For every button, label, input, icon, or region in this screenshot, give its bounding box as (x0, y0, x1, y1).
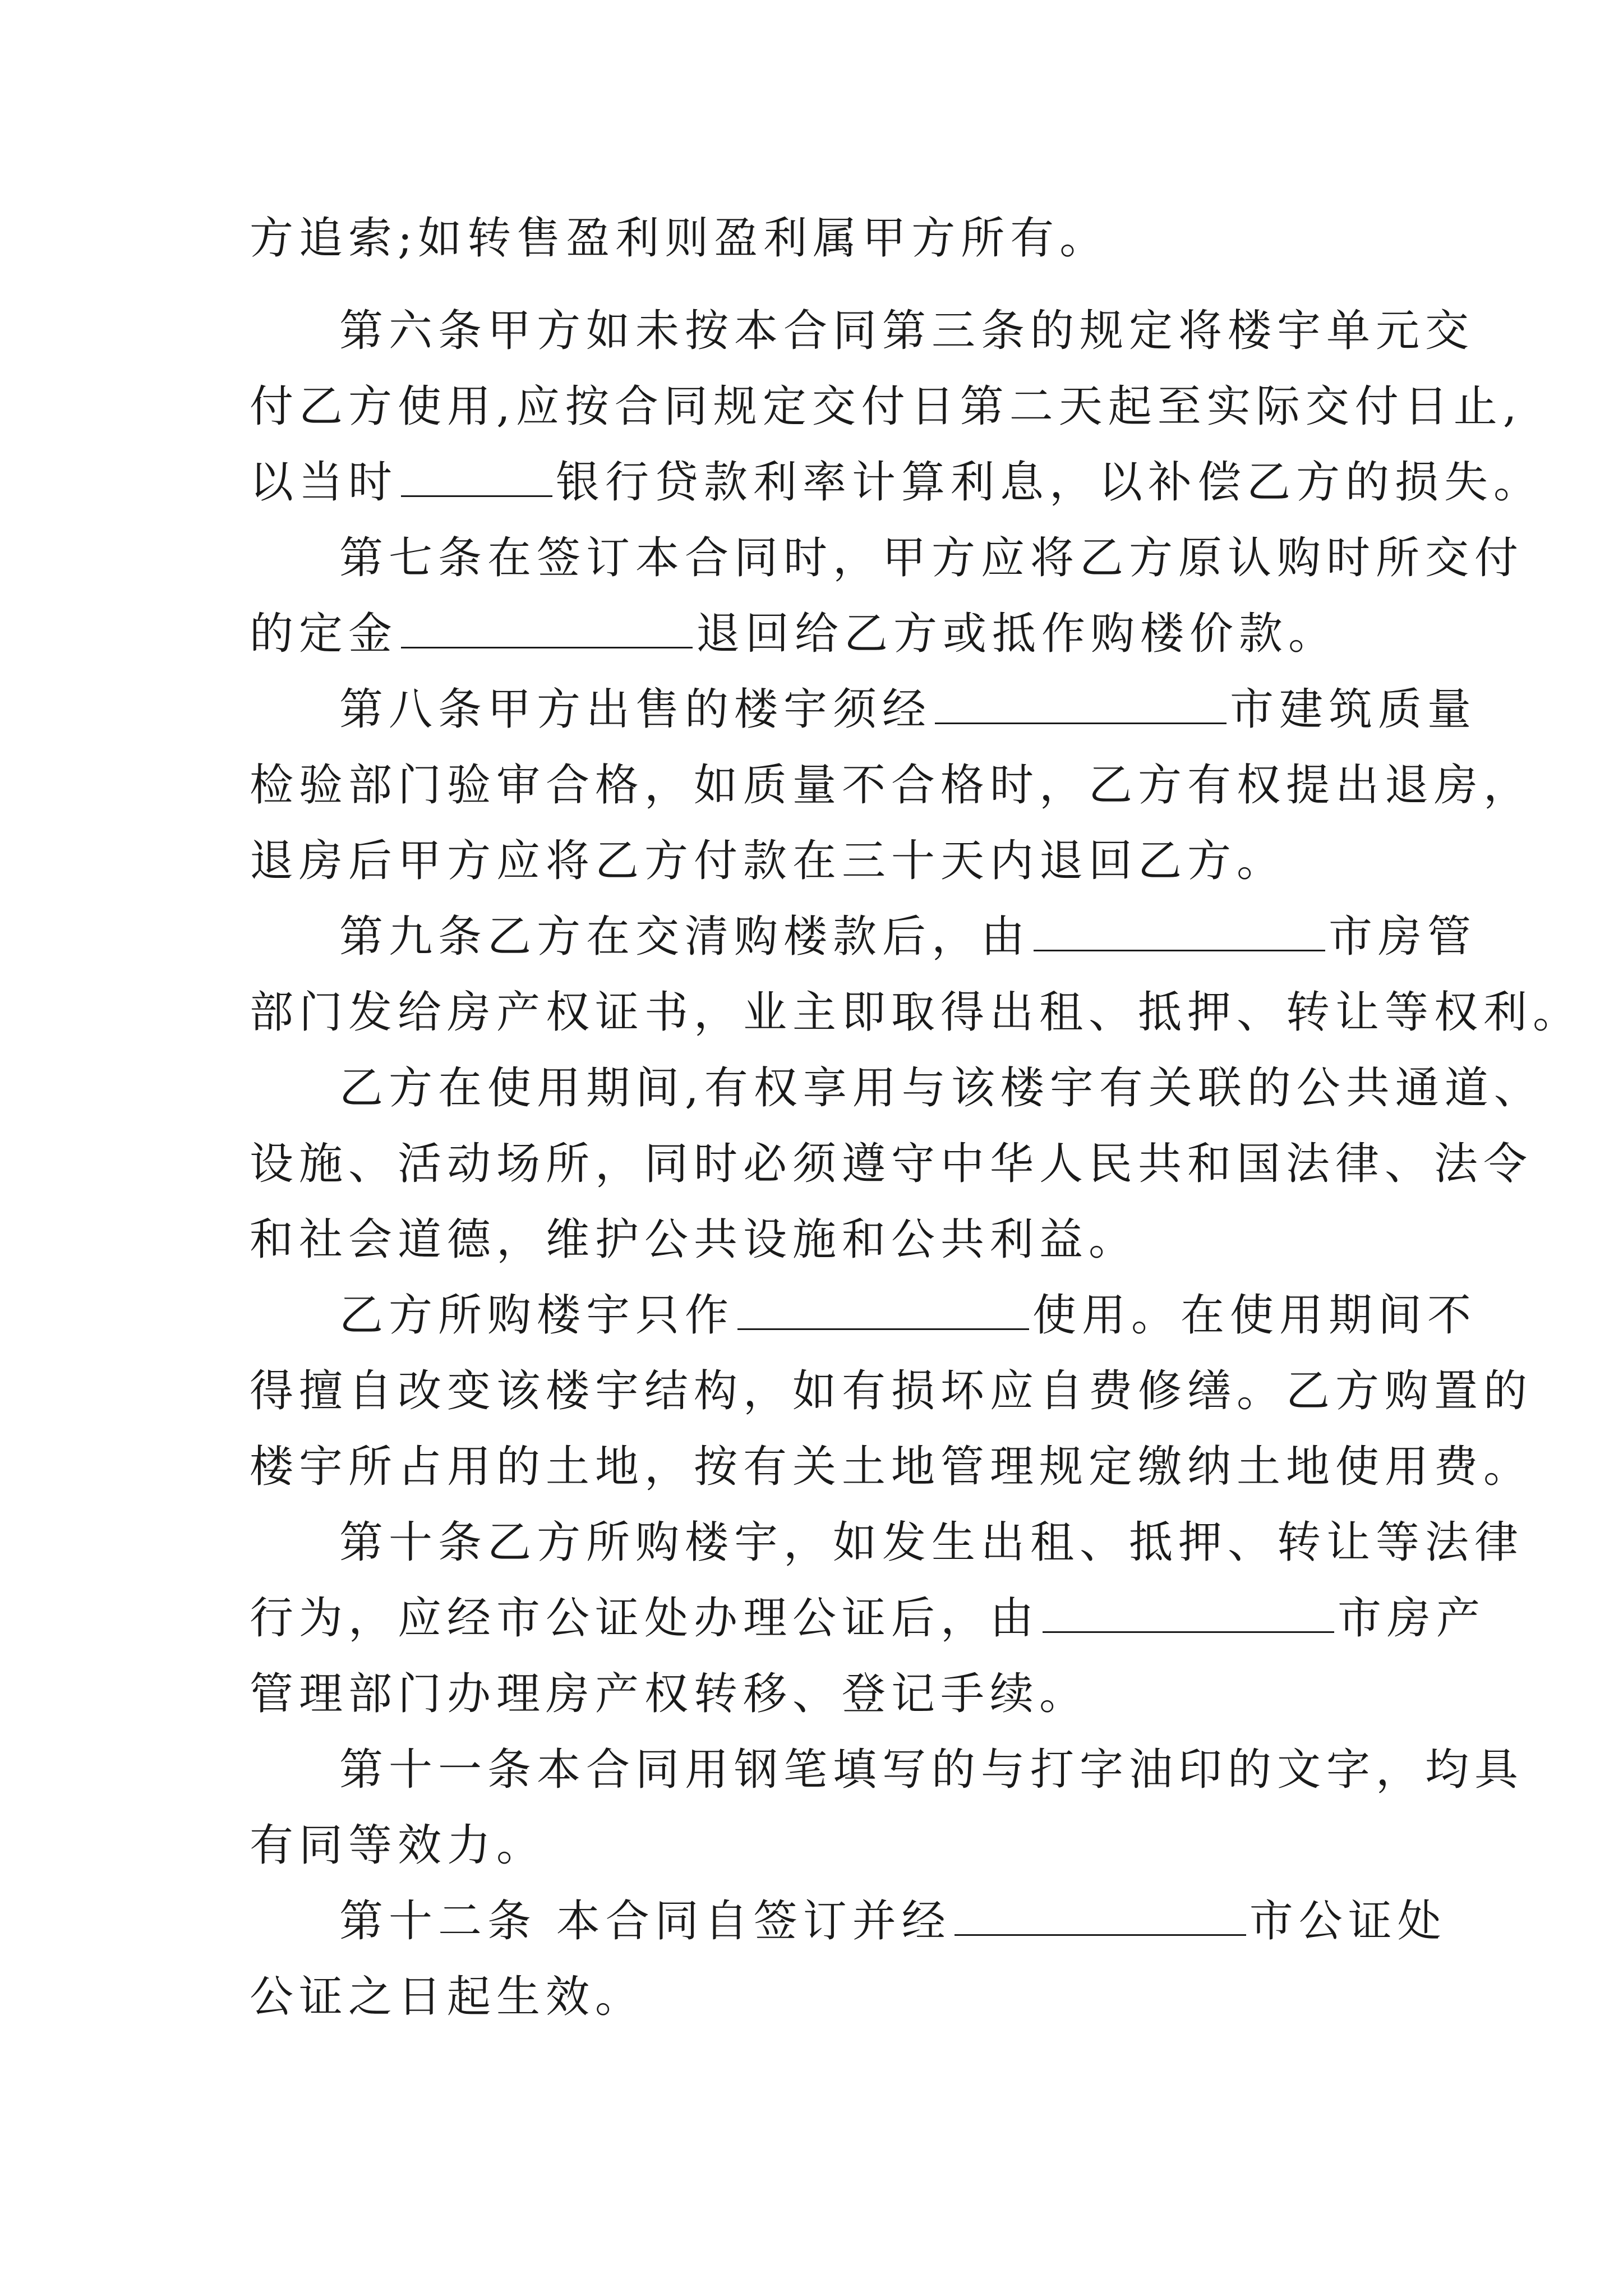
line-text: 公证之日起生效。 (250, 1972, 645, 2022)
fill-blank[interactable] (737, 1291, 1029, 1330)
line-text: 第七条在签订本合同时，甲方应将乙方原认购时所交付 (339, 533, 1524, 583)
article-6-line (339, 300, 1474, 362)
text-line (250, 830, 1286, 892)
text-line (250, 1815, 546, 1876)
line-text: 和社会道德，维护公共设施和公共利益。 (250, 1214, 1138, 1265)
fill-blank[interactable] (401, 458, 552, 497)
fill-blank[interactable] (401, 610, 693, 648)
line-text: 退房后甲方应将乙方付款在三十天内退回乙方。 (250, 836, 1287, 886)
article-8-line (339, 679, 1477, 740)
line-text: 乙方在使用期间,有权享用与该楼宇有关联的公共通道、 (339, 1063, 1543, 1114)
line-text: 设施、活动场所，同时必须遵守中华人民共和国法律、法令 (250, 1139, 1533, 1189)
article-11-line (339, 1739, 1524, 1801)
line-text: 得擅自改变该楼宇结构，如有损坏应自费修缮。乙方购置的 (250, 1366, 1533, 1416)
fill-blank[interactable] (955, 1897, 1246, 1936)
line-text: 第十二条 本合同自签订并经 (339, 1896, 951, 1947)
article-9-line (339, 906, 1477, 968)
line-text: 市房管 (1329, 912, 1477, 962)
line-text: 付乙方使用,应按合同规定交付日第二天起至实际交付日止, (250, 381, 1523, 432)
line-text: 第六条甲方如未按本合同第三条的规定将楼宇单元交 (339, 306, 1475, 356)
line-text: 第九条乙方在交清购楼款后，由 (339, 912, 1031, 962)
line-text: 楼宇所占用的土地，按有关土地管理规定缴纳土地使用费。 (250, 1442, 1533, 1492)
text-line (250, 1588, 1486, 1649)
line-text: 以当时 (250, 457, 398, 508)
text-line (250, 1133, 1533, 1195)
line-text: 部门发给房产权证书，业主即取得出租、抵押、转让等权利。 (250, 987, 1583, 1038)
line-text: 方追索;如转售盈利则盈利属甲方所有。 (250, 213, 1109, 264)
text-line (250, 208, 1109, 269)
line-text: 第十一条本合同用钢笔填写的与打字油印的文字，均具 (339, 1745, 1524, 1795)
line-text: 银行贷款利率计算利息，以补偿乙方的损失。 (556, 457, 1543, 508)
text-line (250, 1663, 1089, 1725)
text-line (250, 1360, 1533, 1422)
line-text: 第十条乙方所购楼宇，如发生出租、抵押、转让等法律 (339, 1517, 1524, 1568)
line-text: 第八条甲方出售的楼宇须经 (339, 684, 932, 735)
line-text: 市公证处 (1249, 1896, 1447, 1947)
fill-blank[interactable] (1043, 1594, 1334, 1633)
fill-blank[interactable] (935, 685, 1227, 724)
line-text: 管理部门办理房产权转移、登记手续。 (250, 1669, 1089, 1719)
line-text: 市房产 (1338, 1593, 1486, 1644)
text-line (250, 452, 1543, 513)
fill-blank[interactable] (1034, 913, 1325, 951)
text-line (250, 376, 1523, 438)
line-text: 行为，应经市公证处办理公证后，由 (250, 1593, 1040, 1644)
paragraph-line (339, 1285, 1477, 1346)
line-text: 市建筑质量 (1230, 684, 1477, 735)
text-line (250, 982, 1582, 1043)
line-text: 乙方所购楼宇只作 (339, 1290, 735, 1341)
text-line (250, 1209, 1138, 1271)
article-10-line (339, 1512, 1524, 1573)
text-line (250, 754, 1533, 816)
line-text: 使用。在使用期间不 (1032, 1290, 1477, 1341)
text-line (250, 603, 1338, 665)
text-line (250, 1436, 1533, 1498)
line-text: 退回给乙方或抵作购楼价款。 (696, 609, 1338, 659)
line-text: 检验部门验审合格，如质量不合格时，乙方有权提出退房， (250, 760, 1533, 811)
line-text: 有同等效力。 (250, 1820, 546, 1871)
article-12-line (339, 1890, 1447, 1952)
line-text: 的定金 (250, 609, 398, 659)
article-7-line (339, 527, 1524, 589)
text-line (250, 1966, 644, 2028)
paragraph-line (339, 1057, 1543, 1119)
